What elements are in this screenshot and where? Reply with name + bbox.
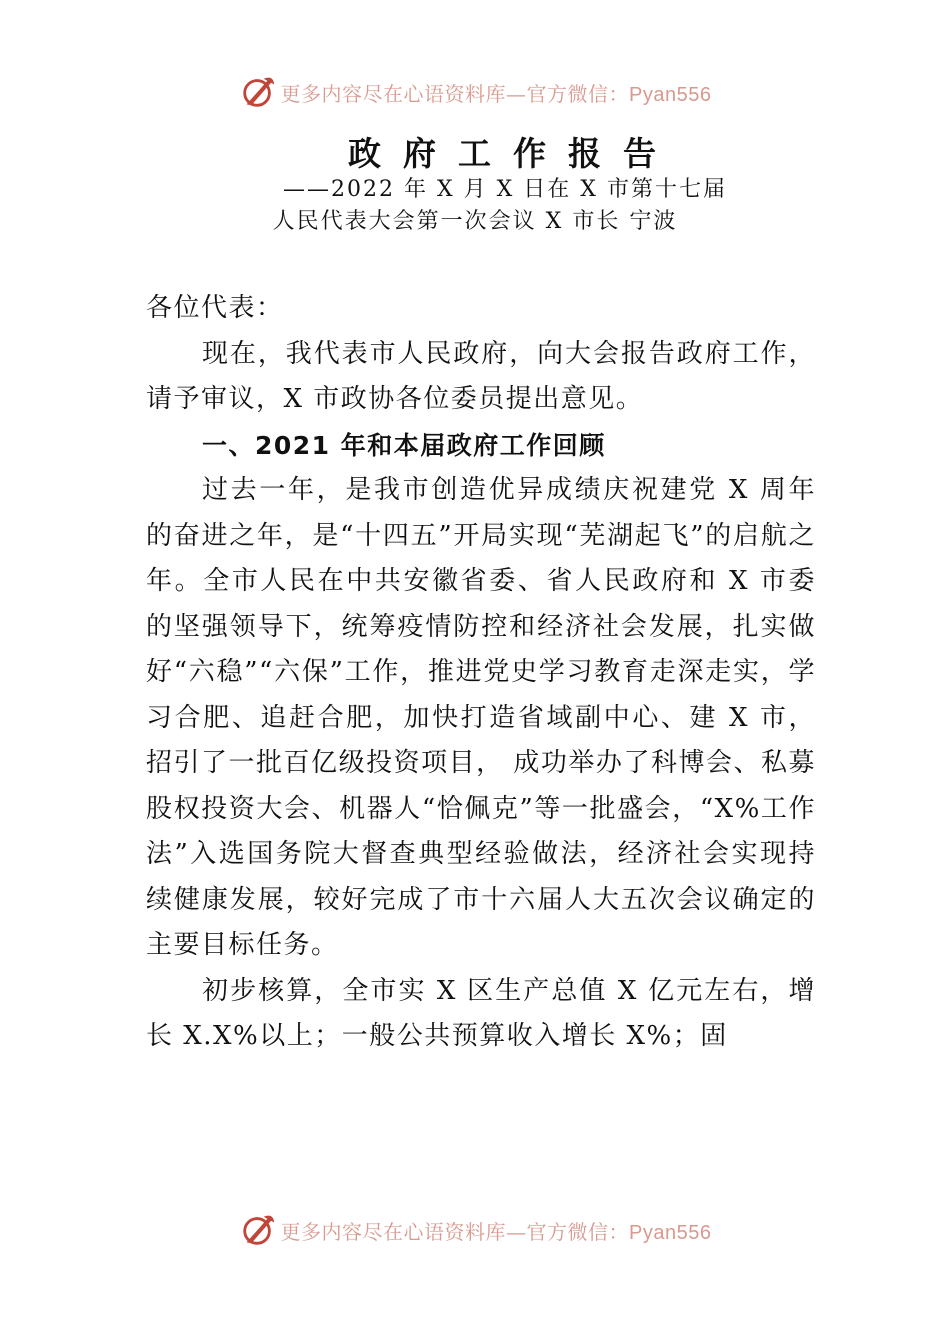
document-subtitle-line1: ——2022 年 X 月 X 日在 X 市第十七届 [283, 177, 727, 202]
watermark-text: 更多内容尽在心语资料库—官方微信：Pyan556 [280, 1219, 712, 1244]
document-subtitle-line2: 人民代表大会第一次会议 X 市长 宁波 [272, 209, 678, 234]
quill-pen-logo-icon [239, 1211, 277, 1249]
wechat-id: Pyan556 [629, 83, 712, 106]
document-body [146, 286, 816, 1060]
footer-watermark-banner [0, 1210, 950, 1250]
opening-paragraph: 现在，我代表市人民政府，向大会报告政府工作，请予审议，X 市政协各位委员提出意见。 [146, 338, 816, 414]
wechat-id: Pyan556 [629, 1221, 712, 1244]
document-title: 政府工作报告 [348, 134, 678, 173]
watermark-text: 更多内容尽在心语资料库—官方微信：Pyan556 [280, 81, 712, 106]
salutation: 各位代表： [146, 293, 284, 323]
section-heading: 一、2021 年和本届政府工作回顾 [202, 430, 606, 460]
section-paragraph: 初步核算，全市实 X 区生产总值 X 亿元左右，增长 X.X%以上；一般公共预算收入增长 X%；固 [146, 975, 816, 1051]
quill-pen-logo-icon [239, 73, 277, 111]
header-watermark-banner [0, 72, 950, 112]
section-paragraph: 过去一年，是我市创造优异成绩庆祝建党 X 周年的奋进之年，是“十四五”开局实现“芜湖起飞”的启航之年。全市人民在中共安徽省委、省人民政府和 X 市委的坚强领导下，统筹疫情防控和经济社会发展，扎实做好“六稳”“六保”工作，推进党史学习教育走深走实，学习合肥、追赶合肥，加快打造省域副中心、建 X 市，招引了一批百亿级投资项目， 成功举办了科博会、私募股权投资大会、机器人“恰佩克”等一批盛会，“X%工作法”入选国务院大督查典型经验做法，经济社会实现持续健康发展，较好完成了市十六届人大五次会议确定的主要目标任务。 [146, 475, 816, 960]
